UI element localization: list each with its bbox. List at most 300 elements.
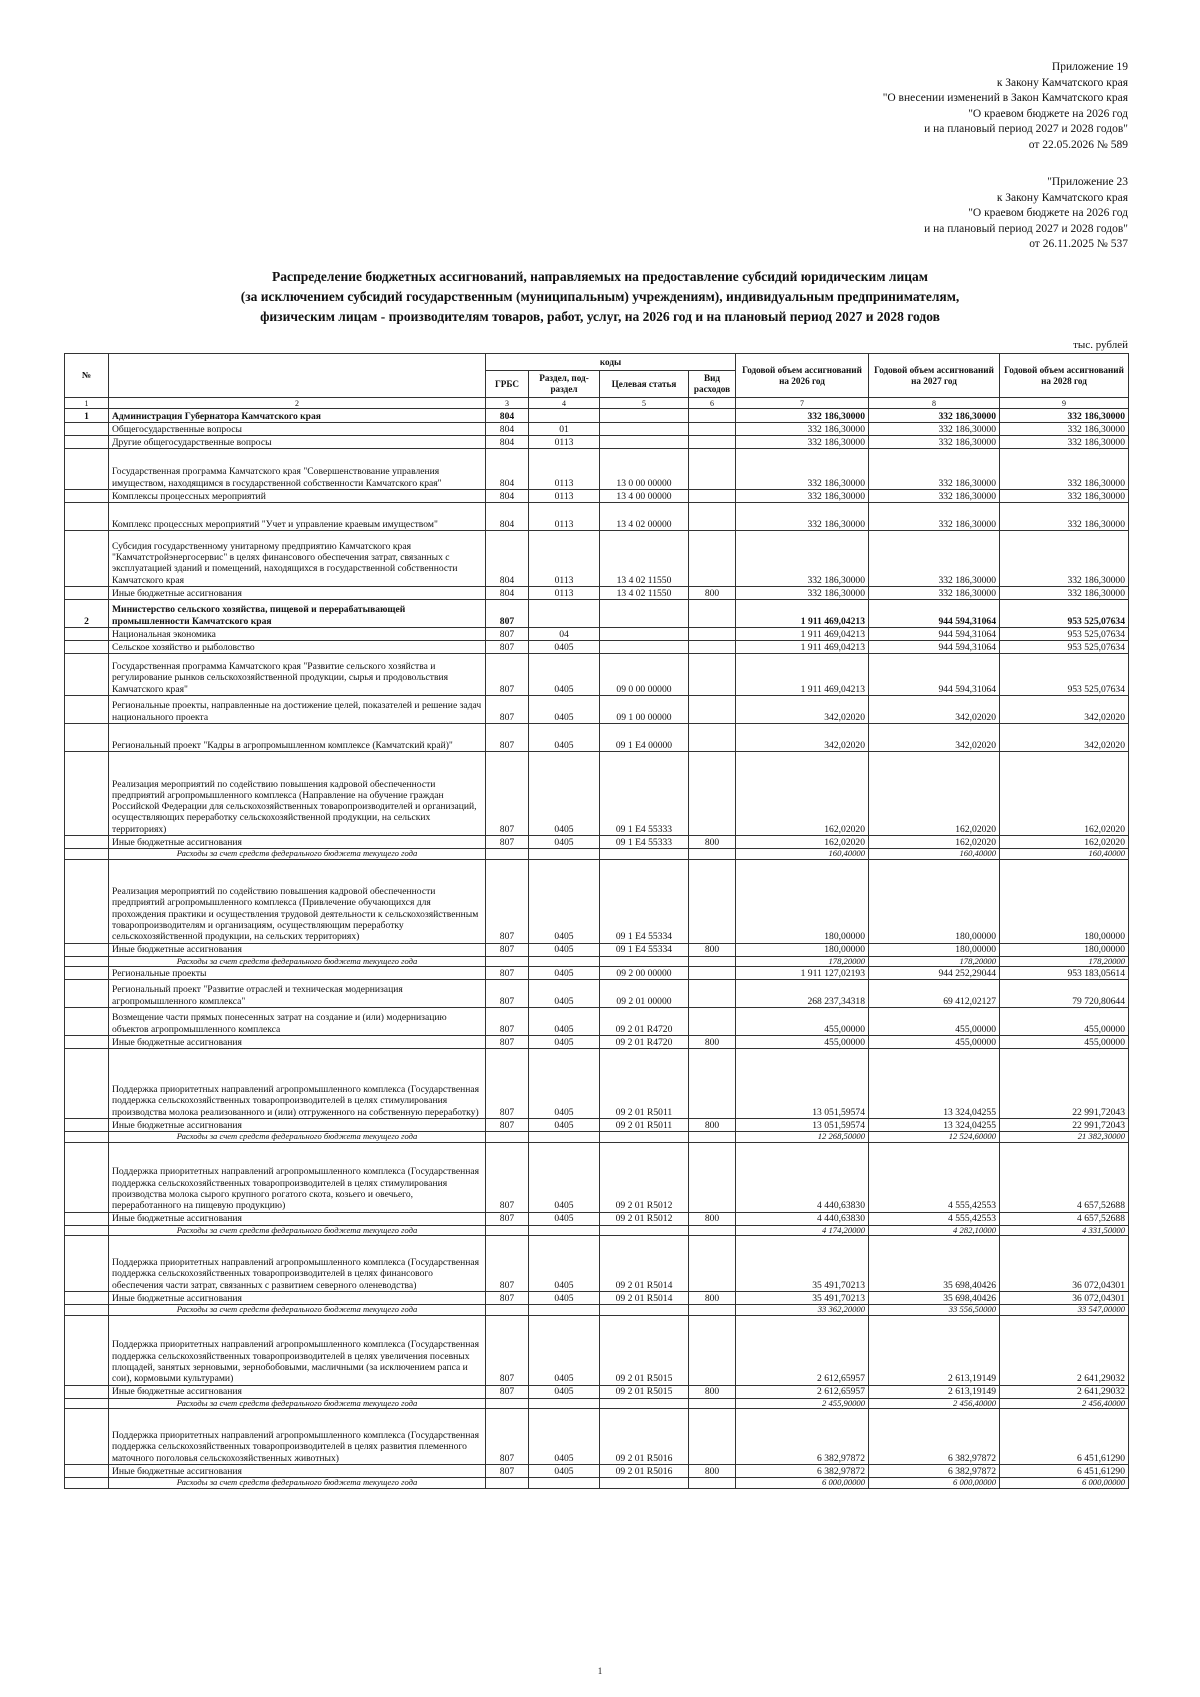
row-grbs: 807 [486,1008,529,1036]
row-target [600,600,689,628]
row-value-2027: 332 186,30000 [869,409,1000,423]
header-line: к Закону Камчатского края [996,76,1128,89]
row-kind [689,654,736,696]
column-number: 7 [736,398,869,409]
row-value-2026: 1 911 469,04213 [736,600,869,628]
row-kind: 800 [689,943,736,956]
row-kind [689,423,736,436]
row-value-2027: 455,00000 [869,1008,1000,1036]
table-row [65,1385,1129,1398]
table-row [65,587,1129,600]
row-target: 09 2 01 R5015 [600,1385,689,1398]
row-value-2028: 953 525,07634 [1000,628,1129,641]
row-name: Поддержка приоритетных направлений агропромышленного комплекса (Государственная поддержка сельскохозяйственных товаропроизводителей в целях развития племенного маточного поголовья сельскохозяйственных животных) [109,1409,486,1465]
row-kind [689,1478,736,1489]
row-kind [689,1132,736,1143]
row-grbs: 804 [486,531,529,587]
row-value-2028: 4 331,50000 [1000,1225,1129,1236]
row-value-2026: 178,20000 [736,956,869,967]
row-value-2027: 332 186,30000 [869,503,1000,531]
table-row [65,696,1129,724]
table-row [65,752,1129,836]
row-value-2027: 6 382,97872 [869,1409,1000,1465]
row-target: 09 2 01 R5016 [600,1465,689,1478]
row-kind: 800 [689,1465,736,1478]
row-section: 0405 [529,1292,600,1305]
row-grbs: 807 [486,1049,529,1119]
col-header-2026: Годовой объем ассигнований на 2026 год [736,354,869,398]
row-kind: 800 [689,1036,736,1049]
row-target: 13 4 02 11550 [600,587,689,600]
row-name: Национальная экономика [109,628,486,641]
row-name: Государственная программа Камчатского края "Развитие сельского хозяйства и регулирование рынков сельскохозяйственной продукции, сырья и продовольствия Камчатского края" [109,654,486,696]
row-grbs: 807 [486,1142,529,1212]
row-value-2028: 332 186,30000 [1000,531,1129,587]
row-kind [689,696,736,724]
row-value-2026: 2 612,65957 [736,1315,869,1385]
row-value-2028: 953 183,05614 [1000,967,1129,980]
row-target [600,1305,689,1316]
table-row [65,654,1129,696]
row-grbs: 807 [486,600,529,628]
row-section [529,1478,600,1489]
row-section [529,956,600,967]
row-grbs: 804 [486,490,529,503]
row-grbs: 804 [486,587,529,600]
row-number [65,859,109,943]
row-value-2026: 33 362,20000 [736,1305,869,1316]
row-value-2026: 6 382,97872 [736,1409,869,1465]
row-kind [689,956,736,967]
units-label: тыс. рублей [1073,339,1128,351]
header-line: от 22.05.2026 № 589 [1028,138,1128,151]
row-number [65,628,109,641]
title-line: (за исключением субсидий государственным (муниципальным) учреждениям), индивидуальным предпринимателям, [240,289,960,304]
table-row [65,1142,1129,1212]
row-target: 09 2 01 R5012 [600,1142,689,1212]
row-name: Сельское хозяйство и рыболовство [109,641,486,654]
row-value-2027: 69 412,02127 [869,980,1000,1008]
row-target [600,641,689,654]
row-number [65,1225,109,1236]
row-grbs: 807 [486,1315,529,1385]
row-grbs: 807 [486,1385,529,1398]
row-section: 0113 [529,587,600,600]
table-row [65,409,1129,423]
row-value-2028: 953 525,07634 [1000,600,1129,628]
col-header-codes: коды [486,354,736,371]
table-row [65,490,1129,503]
row-number [65,1465,109,1478]
row-target [600,956,689,967]
row-number [65,531,109,587]
row-grbs: 807 [486,1119,529,1132]
row-number [65,1292,109,1305]
row-value-2026: 12 268,50000 [736,1132,869,1143]
row-number [65,1315,109,1385]
row-target: 09 2 00 00000 [600,967,689,980]
row-kind: 800 [689,1119,736,1132]
row-section: 0405 [529,1119,600,1132]
row-value-2028: 6 451,61290 [1000,1409,1129,1465]
row-section: 0405 [529,1236,600,1292]
row-value-2028: 332 186,30000 [1000,436,1129,449]
row-grbs: 807 [486,943,529,956]
row-value-2027: 944 594,31064 [869,654,1000,696]
row-kind [689,967,736,980]
row-grbs [486,956,529,967]
col-header-name [109,354,486,398]
row-grbs: 807 [486,1236,529,1292]
table-row [65,1049,1129,1119]
row-number [65,1049,109,1119]
row-value-2028: 6 000,00000 [1000,1478,1129,1489]
row-value-2027: 944 252,29044 [869,967,1000,980]
table-body [65,409,1129,1489]
row-name: Комплекс процессных мероприятий "Учет и управление краевым имуществом" [109,503,486,531]
row-value-2028: 180,00000 [1000,859,1129,943]
row-value-2027: 12 524,60000 [869,1132,1000,1143]
table-row [65,943,1129,956]
row-value-2028: 4 657,52688 [1000,1142,1129,1212]
column-number: 6 [689,398,736,409]
col-header-2027: Годовой объем ассигнований на 2027 год [869,354,1000,398]
row-target: 09 2 01 R5015 [600,1315,689,1385]
row-name: Поддержка приоритетных направлений агропромышленного комплекса (Государственная поддержка сельскохозяйственных товаропроизводителей в целях финансового обеспечения части затрат, связанных с развитием северного оленеводства) [109,1236,486,1292]
row-value-2028: 79 720,80644 [1000,980,1129,1008]
col-header-target: Целевая статья [600,371,689,398]
federal-funds-row [65,1132,1129,1143]
row-grbs [486,1305,529,1316]
row-name: Министерство сельского хозяйства, пищевой и перерабатывающей промышленности Камчатского края [109,600,486,628]
row-value-2026: 1 911 469,04213 [736,628,869,641]
row-kind [689,449,736,490]
row-kind: 800 [689,836,736,849]
row-section: 0113 [529,436,600,449]
row-number [65,1142,109,1212]
row-value-2026: 332 186,30000 [736,531,869,587]
row-number [65,1236,109,1292]
row-number [65,1478,109,1489]
federal-funds-row [65,956,1129,967]
row-section: 0405 [529,836,600,849]
row-section: 0405 [529,696,600,724]
row-kind: 800 [689,1385,736,1398]
row-value-2028: 4 657,52688 [1000,1212,1129,1225]
row-name: Расходы за счет средств федерального бюджета текущего года [109,1225,486,1236]
row-target [600,628,689,641]
row-section [529,1305,600,1316]
row-kind [689,1398,736,1409]
row-grbs: 804 [486,409,529,423]
row-grbs: 807 [486,641,529,654]
row-value-2028: 953 525,07634 [1000,641,1129,654]
row-target [600,1398,689,1409]
row-value-2028: 332 186,30000 [1000,503,1129,531]
row-value-2028: 342,02020 [1000,724,1129,752]
row-section [529,409,600,423]
row-kind [689,1142,736,1212]
row-name: Реализация мероприятий по содействию повышения кадровой обеспеченности предприятий агропромышленного комплекса (Направление на обучение граждан Российской Федерации для сельскохозяйственных товаропроизводителей и организаций, осуществляющих переработку сельскохозяйственной продукции, на сельских территориях) [109,752,486,836]
row-value-2028: 332 186,30000 [1000,490,1129,503]
row-name: Субсидия государственному унитарному предприятию Камчатского края "Камчатстройэнергосервис" в целях финансового обеспечения затрат, связанных с эксплуатацией зданий и помещений, находящихся в государственной собственности Камчатского края [109,531,486,587]
row-section: 0113 [529,531,600,587]
row-number [65,724,109,752]
row-name: Региональные проекты [109,967,486,980]
row-target [600,409,689,423]
row-kind [689,1305,736,1316]
row-number [65,1008,109,1036]
row-value-2027: 332 186,30000 [869,531,1000,587]
row-name: Региональные проекты, направленные на достижение целей, показателей и решение задач национального проекта [109,696,486,724]
row-number [65,1409,109,1465]
row-grbs: 807 [486,967,529,980]
row-kind [689,641,736,654]
row-value-2028: 332 186,30000 [1000,587,1129,600]
row-kind [689,409,736,423]
row-value-2027: 6 000,00000 [869,1478,1000,1489]
row-name: Комплексы процессных мероприятий [109,490,486,503]
row-kind [689,1409,736,1465]
row-grbs: 807 [486,654,529,696]
row-value-2026: 332 186,30000 [736,436,869,449]
row-number [65,956,109,967]
row-value-2026: 455,00000 [736,1036,869,1049]
row-name: Расходы за счет средств федерального бюджета текущего года [109,1398,486,1409]
row-section: 0405 [529,641,600,654]
row-section: 0405 [529,859,600,943]
federal-funds-row [65,1225,1129,1236]
row-value-2027: 4 282,10000 [869,1225,1000,1236]
row-value-2026: 180,00000 [736,859,869,943]
row-name: Иные бюджетные ассигнования [109,1212,486,1225]
row-target: 13 4 02 11550 [600,531,689,587]
row-value-2026: 342,02020 [736,724,869,752]
row-name: Общегосударственные вопросы [109,423,486,436]
row-grbs: 804 [486,449,529,490]
row-number [65,503,109,531]
row-name: Возмещение части прямых понесенных затрат на создание и (или) модернизацию объектов агропромышленного комплекса [109,1008,486,1036]
row-section: 0405 [529,752,600,836]
row-value-2028: 953 525,07634 [1000,654,1129,696]
row-target: 09 2 01 R5012 [600,1212,689,1225]
row-value-2026: 35 491,70213 [736,1292,869,1305]
row-name: Региональный проект "Развитие отраслей и техническая модернизация агропромышленного комплекса" [109,980,486,1008]
row-number [65,449,109,490]
row-value-2028: 6 451,61290 [1000,1465,1129,1478]
row-grbs [486,1478,529,1489]
table-row [65,1292,1129,1305]
table-row [65,1465,1129,1478]
row-value-2027: 4 555,42553 [869,1142,1000,1212]
table-row [65,1236,1129,1292]
row-number: 1 [65,409,109,423]
row-value-2028: 2 456,40000 [1000,1398,1129,1409]
row-value-2028: 332 186,30000 [1000,409,1129,423]
table-row [65,423,1129,436]
row-target [600,849,689,860]
row-value-2028: 21 382,30000 [1000,1132,1129,1143]
table-row [65,1212,1129,1225]
row-value-2027: 35 698,40426 [869,1236,1000,1292]
row-name: Поддержка приоритетных направлений агропромышленного комплекса (Государственная поддержка сельскохозяйственных товаропроизводителей в целях стимулирования производства молока реализованного и (или) отгруженного на собственную переработку) [109,1049,486,1119]
row-number [65,1036,109,1049]
row-kind [689,752,736,836]
row-kind [689,490,736,503]
row-name: Региональный проект "Кадры в агропромышленном комплексе (Камчатский край)" [109,724,486,752]
row-target [600,1132,689,1143]
row-value-2027: 332 186,30000 [869,490,1000,503]
table-row [65,503,1129,531]
row-target [600,1478,689,1489]
row-value-2026: 180,00000 [736,943,869,956]
row-grbs: 807 [486,859,529,943]
budget-table [64,353,1129,1489]
row-section: 0405 [529,1465,600,1478]
row-target [600,1225,689,1236]
row-value-2026: 13 051,59574 [736,1049,869,1119]
row-number [65,423,109,436]
row-target: 13 0 00 00000 [600,449,689,490]
row-kind [689,849,736,860]
header-line: и на плановый период 2027 и 2028 годов" [924,222,1128,235]
row-value-2026: 4 174,20000 [736,1225,869,1236]
row-name: Иные бюджетные ассигнования [109,1119,486,1132]
row-kind [689,503,736,531]
row-value-2027: 180,00000 [869,859,1000,943]
row-value-2027: 332 186,30000 [869,587,1000,600]
row-grbs [486,1225,529,1236]
page-number: 1 [597,1666,603,1676]
row-grbs [486,1132,529,1143]
row-value-2027: 162,02020 [869,836,1000,849]
row-kind [689,1008,736,1036]
column-number: 4 [529,398,600,409]
row-kind: 800 [689,1292,736,1305]
table-row [65,1036,1129,1049]
row-value-2026: 1 911 469,04213 [736,654,869,696]
table-row [65,600,1129,628]
header-line: и на плановый период 2027 и 2028 годов" [924,123,1128,135]
row-number [65,436,109,449]
row-value-2028: 160,40000 [1000,849,1129,860]
table-row [65,641,1129,654]
row-name: Расходы за счет средств федерального бюджета текущего года [109,1478,486,1489]
row-value-2028: 455,00000 [1000,1008,1129,1036]
row-kind: 800 [689,1212,736,1225]
row-value-2027: 944 594,31064 [869,628,1000,641]
column-number: 9 [1000,398,1129,409]
row-number [65,641,109,654]
row-name: Иные бюджетные ассигнования [109,587,486,600]
row-section: 0405 [529,1036,600,1049]
col-header-kind: Вид расходов [689,371,736,398]
column-number: 5 [600,398,689,409]
row-grbs: 807 [486,696,529,724]
column-number: 3 [486,398,529,409]
row-number [65,490,109,503]
row-number [65,849,109,860]
row-number [65,980,109,1008]
row-name: Иные бюджетные ассигнования [109,1465,486,1478]
row-number [65,1132,109,1143]
header-line: Приложение 19 [1051,61,1128,73]
row-target [600,423,689,436]
row-value-2028: 332 186,30000 [1000,449,1129,490]
row-value-2026: 35 491,70213 [736,1236,869,1292]
row-value-2027: 332 186,30000 [869,449,1000,490]
row-section: 0405 [529,724,600,752]
row-value-2027: 33 556,50000 [869,1305,1000,1316]
row-value-2028: 180,00000 [1000,943,1129,956]
row-value-2027: 35 698,40426 [869,1292,1000,1305]
row-value-2026: 4 440,63830 [736,1142,869,1212]
row-number [65,1119,109,1132]
col-header-grbs: ГРБС [486,371,529,398]
row-target: 13 4 02 00000 [600,503,689,531]
row-section: 0405 [529,980,600,1008]
row-grbs [486,1398,529,1409]
row-value-2027: 455,00000 [869,1036,1000,1049]
row-value-2026: 162,02020 [736,836,869,849]
row-grbs [486,849,529,860]
row-number [65,1398,109,1409]
row-name: Иные бюджетные ассигнования [109,1292,486,1305]
table-row [65,1315,1129,1385]
table-row [65,967,1129,980]
row-value-2026: 332 186,30000 [736,587,869,600]
row-section: 0405 [529,1008,600,1036]
row-value-2026: 1 911 469,04213 [736,641,869,654]
row-name: Государственная программа Камчатского края "Совершенствование управления имуществом, находящимся в государственной собственности Камчатского края" [109,449,486,490]
row-value-2027: 160,40000 [869,849,1000,860]
table-row [65,449,1129,490]
table-row [65,436,1129,449]
row-value-2027: 2 613,19149 [869,1385,1000,1398]
row-section [529,849,600,860]
row-value-2028: 162,02020 [1000,752,1129,836]
row-number [65,1212,109,1225]
row-section: 0405 [529,943,600,956]
row-value-2026: 6 000,00000 [736,1478,869,1489]
row-value-2026: 160,40000 [736,849,869,860]
row-value-2026: 6 382,97872 [736,1465,869,1478]
row-value-2028: 2 641,29032 [1000,1315,1129,1385]
row-grbs: 804 [486,436,529,449]
row-section: 0113 [529,490,600,503]
row-value-2027: 332 186,30000 [869,423,1000,436]
row-target: 13 4 00 00000 [600,490,689,503]
table-row [65,836,1129,849]
table-row [65,1409,1129,1465]
header-line: "О краевом бюджете на 2026 год [968,207,1128,219]
row-section: 0405 [529,967,600,980]
row-value-2026: 4 440,63830 [736,1212,869,1225]
row-grbs: 807 [486,628,529,641]
row-value-2027: 6 382,97872 [869,1465,1000,1478]
row-value-2027: 342,02020 [869,724,1000,752]
row-value-2026: 332 186,30000 [736,423,869,436]
row-name: Расходы за счет средств федерального бюджета текущего года [109,1305,486,1316]
row-number [65,696,109,724]
row-section: 0405 [529,1142,600,1212]
column-number: 1 [65,398,109,409]
row-kind [689,1225,736,1236]
column-number: 2 [109,398,486,409]
row-target: 09 2 01 R5011 [600,1119,689,1132]
row-target: 09 2 01 R5011 [600,1049,689,1119]
row-number [65,943,109,956]
